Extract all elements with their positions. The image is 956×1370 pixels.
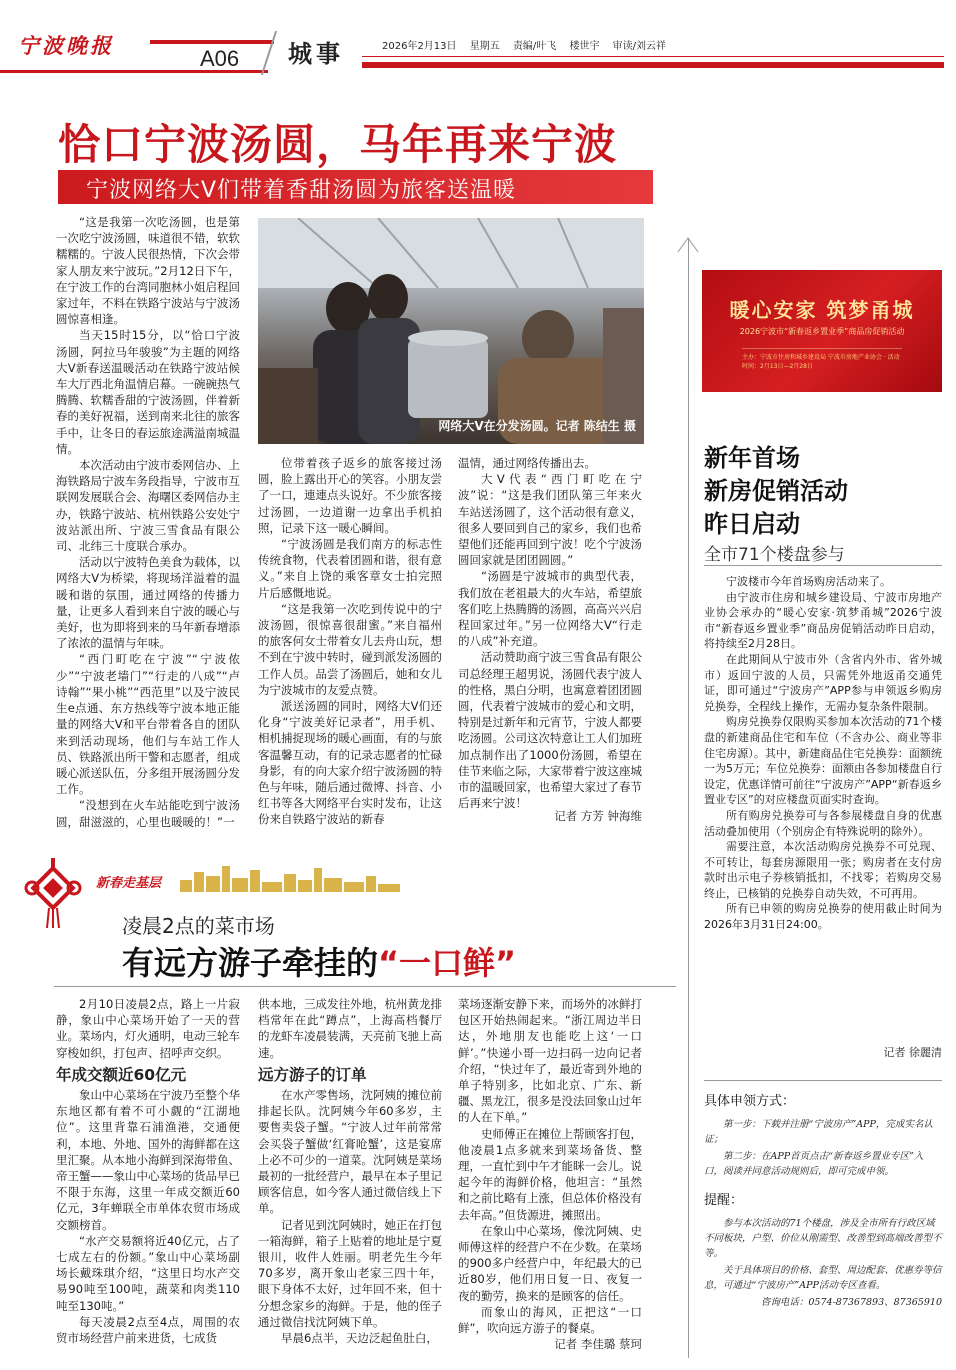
paragraph: 购房兑换券仅限购买参加本次活动的71个楼盘的新建商品住宅和车位（不含办公、商业等非住宅房源）。其中，新建商品住宅兑换券：面额统一为5万元；车位兑换券：面额由各参加楼盘自行设定，优惠详情可前往“宁波房产”APP“新春返乡置业专区”的对应楼盘页面实时查询。 [704,715,942,807]
housing-ad-banner [702,270,942,392]
photo-scene-icon [258,218,644,444]
paragraph: 所有已申领的购房兑换券的使用截止时间为2026年3月31日24:00。 [704,902,942,932]
paragraph: “西门町吃在宁波”“宁波侬少”“宁波老墙门”“行走的八成”“卢诗翰”“果小桃”“西范里”以及宁波民生e点通、东方热线等宁波本地正能量的网络大V和平台带着各自的团队来到活动现场，他们与车站工作人员、铁路派出所干警和志愿者，组成暖心派送队伍，分多组开展汤圆分发工作。 [56,652,240,797]
headline-line: 新年首场 [704,444,800,472]
headline-line: 新房促销活动 [704,477,848,505]
header-rule-right [362,62,944,68]
proofreader-credit: 审读/刘云祥 [612,41,667,52]
ad-headline: 暖心安家 筑梦甬城 [729,298,915,322]
apply-step-1: 第一步：下载并注册“宁波房产”APP，完成实名认证； [704,1119,933,1145]
story2-headline [122,938,516,984]
apply-step-2: 第二步：在APP首页点击“新春返乡置业专区”入口，阅读并同意活动规则后，即可完成申领。 [704,1151,924,1177]
reminder-2: 关于具体项目的价格、套型、周边配套、优惠券等信息，可通过“宁波房产”APP活动专区查看。 [704,1265,942,1291]
paragraph: 温情，通过网络传播出去。 [458,456,596,470]
paragraph: 所有购房兑换券可与各参展楼盘自身的优惠活动叠加使用（个别房企有特殊说明的除外）。 [704,808,942,838]
story2-subhead-1: 年成交额近60亿元 [56,1065,187,1084]
paragraph: 供本地，三成发往外地，杭州黄龙排档常年在此“蹲点”，上海高档餐厅的龙虾车凌晨装满，天亮前飞驰上高速。 [258,997,442,1060]
paragraph: “没想到在火车站能吃到宁波汤圆，甜滋滋的，心里也暖暖的！”一 [56,798,240,829]
reminder-1: 参与本次活动的71个楼盘，涉及全市所有行政区域不同板块，户型、价位从刚需型、改善型到高端改善型不等。 [704,1218,942,1259]
page-number: A06 [200,46,240,71]
story2-divider [54,986,676,987]
paragraph: 需要注意，本次活动购房兑换券不可兑现、不可转让，每套房源限用一张；购房者在支付房款时出示电子券核销抵扣，不找零；若购房交易终止，已核销的兑换券自动失效，不可再用。 [704,840,942,900]
apply-method-title: 具体申领方式： [704,1094,796,1109]
paragraph: 在水产零售场，沈阿姨的摊位前排起长队。沈阿姨今年60多岁，主要售卖袋子蟹。“宁波人过年前常常会买袋子蟹做‘红膏呛蟹’，这是宴席上必不可少的一道菜。沈阿姨是菜场最初的一批经营户，最早在本子里记顾客信息，如今客人通过微信线上下单。 [258,1088,442,1216]
paragraph: 记者见到沈阿姨时，她正在打包一箱海鲜，箱子上贴着的地址是宁夏银川，收件人姓丽。明老先生今年70多岁，离开象山老家三四十年，眼下身体不太好，过年回不来，但十分想念家乡的海鲜。于是，他的侄子通过微信找沈阿姨下单。 [258,1217,442,1329]
paragraph: 菜场逐渐安静下来，而场外的冰鲜打包区开始热闹起来。“浙江周边半日达，外地朋友也能吃上这‘一口鲜’。”快递小哥一边扫码一边向记者介绍，“快过年了，最近寄到外地的单子特别多，比如北京、广东、新疆、黑龙江，很多是没法回象山过年的人在下单。” [458,997,642,1125]
paragraph: 在象山中心菜场，像沈阿姨、史师傅这样的经营户不在少数。在菜场的900多户经营户中，年纪最大的已近80岁，他们用日复一日、夜复一夜的勤劳，换来的是顾客的信任。 [458,1223,642,1303]
story2-headline-main: 有远方游子牵挂的 [122,944,379,982]
story3-divider [704,565,942,566]
issue-date: 2026年2月13日 [382,41,457,52]
editor-credit: 责编/叶飞 [512,41,557,52]
story3-body [704,574,942,933]
story2-subhead-2: 远方游子的订单 [258,1065,367,1084]
paragraph: 活动以宁波特色美食为载体，以网络大V为桥梁，将现场洋溢着的温暖和谐的氛围，通过网络的传播力量，让更多人看到来自宁波的暖心与美好，也为即将到来的马年新春增添了浓浓的温情与年味。 [56,555,240,651]
photo-caption: 网络大V在分发汤圆。记者 陈结生 摄 [438,419,636,433]
header-meta [382,37,676,52]
story2-byline: 记者 李佳璐 蔡珂 [554,1337,642,1351]
paragraph: 本次活动由宁波市委网信办、上海铁路局宁波车务段指导，宁波市互联网发展联合会、海曙区委网信办主办，铁路宁波站、杭州铁路公安处宁波站派出所、宁波三雪食品有限公司、北纬三十度联合承办。 [56,458,240,554]
paragraph: 位带着孩子返乡的旅客接过汤圆，脸上露出开心的笑容。小朋友尝了一口，連連点头说好。不少旅客接过汤圆，一边道谢一边拿出手机拍照，记录下这一暖心瞬间。 [258,456,442,535]
ad-subline: 2026宁波市“新春返乡置业季”商品房促销活动 [739,327,905,336]
chinese-knot-icon [22,858,84,928]
paragraph: 由宁波市住房和城乡建设局、宁波市房地产业协会承办的“暖心安家·筑梦甬城”2026宁波市“新春返乡置业季”商品房促销活动昨日启动，将持续至2月28日。 [704,590,942,651]
story2-column-3 [458,996,642,1336]
paragraph: “宁波汤圆是我们南方的标志性传统食物，代表着团圆和谐，很有意义。”来自上饶的乘客章女士拍完照片后感慨地说。 [258,537,442,600]
paragraph: 派送汤圆的同时，网络大V们还化身“宁波美好记录者”，用手机、相机捕捉现场的暖心画面，有的与旅客温馨互动，有的记录志愿者的忙碌身影，有的向大家介绍宁波汤圆的特色与年味，随后通过微博、抖音、小红书等各大网络平台实时发布，让这份来自铁路宁波站的新春 [258,699,442,827]
paragraph: “这是我第一次吃到传说中的宁波汤圆，很惊喜很甜蜜。”来自福州的旅客何女士带着女儿去舟山玩，想不到在宁波中转时，碰到派发汤圆的工作人员。品尝了汤圆后，她和女儿为宁波城市的友爱点赞。 [258,601,442,697]
section-name: 城事 [288,39,344,68]
story2-kicker: 凌晨2点的菜市场 [122,914,275,938]
paragraph: 早晨6点半，天边泛起鱼肚白， [281,1331,438,1346]
paragraph: 2月10日凌晨2点，路上一片寂静，象山中心菜场开始了一天的营业。菜场内，灯火通明，电动三轮车穿梭如织，打包声、招呼声交织。 [56,997,240,1060]
ad-fineprint: 主办：宁波市住房和城乡建设局 宁波市房地产业协会 · 活动时间：2月13日—2月28日 [742,348,902,383]
paragraph: 宁波楼市今年首场购房活动来了。 [726,575,891,588]
paragraph: 当天15时15分，以“恰口宁波汤圆，阿拉马年骏骏”为主题的网络大V新春送温暖活动在铁路宁波站候车大厅西北角温情启幕。一碗碗热气腾腾、软糯香甜的宁波汤圆，伴着新春的美好祝福，送到南来北往的旅客手中，让冬日的春运旅途满溢南城温情。 [56,328,240,456]
paragraph: 象山中心菜场在宁波乃至整个华东地区都有着不可小觑的“江湖地位”。这里背靠石浦渔港，交通便利，本地、外地、国外的海鲜都在这里汇聚。从本地小海鲜到深海带鱼、帝王蟹——象山中心菜场的货品早已不限于东海，这里一年成交额近60亿元，3年蝉联全市单体农贸市场成交额榜首。 [56,1088,240,1232]
header-slash-divider [261,31,277,75]
header-red-bar [150,40,274,44]
paragraph: 活动赞助商宁波三雪食品有限公司总经理王超男说，汤圆代表宁波人的性格，黑白分明，也寓意着团团圆圆，代表着宁波城市的爱心和文明，特别是过新年和元宵节，宁波人都要吃汤圆。公司这次特意让工人们加班加点制作出了1000份汤圆，希望在佳节来临之际，大家带着宁波这座城市的温暖回家，也希望大家过了春节后再来宁波！ [458,650,642,811]
story1-column-1 [56,214,240,830]
corner-mark-icon [676,234,700,254]
story1-subtitle: 宁波网络大V们带着香甜汤圆为旅客送温暖 [86,178,517,203]
paragraph: 史师傅正在摊位上帮顾客打包，他凌晨1点多就来到菜场备货、整理，一直忙到中午才能眯一会儿。说起今年的海鲜价格，他坦言：“虽然和之前比略有上涨，但总体价格没有去年高。”但货源进，摊照出。 [458,1126,642,1222]
paragraph: “水产交易额将近40亿元，占了七成左右的份额。”象山中心菜场副场长戴珠琪介绍，“这里日均水产交易90吨至100吨，蔬菜和肉类110吨至130吨。” [56,1233,240,1313]
info-box [704,1090,942,1310]
story3-subtitle: 全市71个楼盘参与 [704,545,845,565]
column-divider [688,238,689,1358]
designer-credit: 楼世宇 [569,41,600,52]
info-box-divider [704,1080,942,1081]
paragraph: “这是我第一次吃汤圆，也是第一次吃宁波汤圆，味道很不错，软软糯糯的。宁波人民很热情，下次会带家人朋友来宁波玩。”2月12日下午，在宁波工作的台湾同胞林小姐启程回家过年，不料在铁路宁波站与宁波汤圆惊喜相逢。 [56,215,240,327]
story1-column-2 [258,455,442,828]
reminder-title: 提醒： [704,1193,744,1208]
story1-headline: 恰口宁波汤圆，马年再来宁波 [58,120,618,169]
paragraph: “汤圆是宁波城市的典型代表，我们放在老祖最大的火车站，希望旅客们吃上热腾腾的汤圆，高高兴兴启程回家过年。”另一位网络大V“行走的八成”补充道。 [458,569,642,649]
issue-weekday: 星期五 [469,41,500,52]
story1-photo [258,218,644,444]
column-tag: 新春走基层 [96,876,162,891]
header-rule-thin [362,56,944,57]
paragraph: 大V代表“西门町吃在宁波”说：“这是我们团队第三年来火车站送汤圆了，这个活动很有意义，很多人要回到自己的家乡，我们也希望他们还能再回到宁波！吃个宁波汤圆回家就是团团圆圆。” [458,472,642,568]
paragraph: 而象山的海风，正把这“一口鲜”，吹向远方游子的餐桌。 [458,1304,642,1336]
hotline: 咨询电话：0574-87367893、87365910 [760,1297,942,1308]
story1-column-3 [458,455,642,811]
paragraph: 每天凌晨2点至4点，周围的农贸市场经营户前来进货，七成货 [56,1314,240,1346]
story2-headline-quote: “一口鲜” [378,944,517,982]
skyline-decoration-icon [180,862,400,892]
story2-column-1 [56,996,240,1346]
story3-byline: 记者 徐麗清 [883,1046,942,1059]
story3-headline [704,442,848,541]
story1-byline: 记者 方芳 钟海维 [554,809,642,823]
story2-column-2 [258,996,442,1346]
paragraph: 在此期间从宁波市外（含省内外市、省外城市）返回宁波的人员，只需凭外地返甬交通凭证，即可通过“宁波房产”APP参与申领返乡购房兑换券，全程线上操作，无需办复杂条件限制。 [704,652,942,713]
headline-line: 昨日启动 [704,510,800,538]
masthead-logo: 宁波晚报 [18,33,114,58]
